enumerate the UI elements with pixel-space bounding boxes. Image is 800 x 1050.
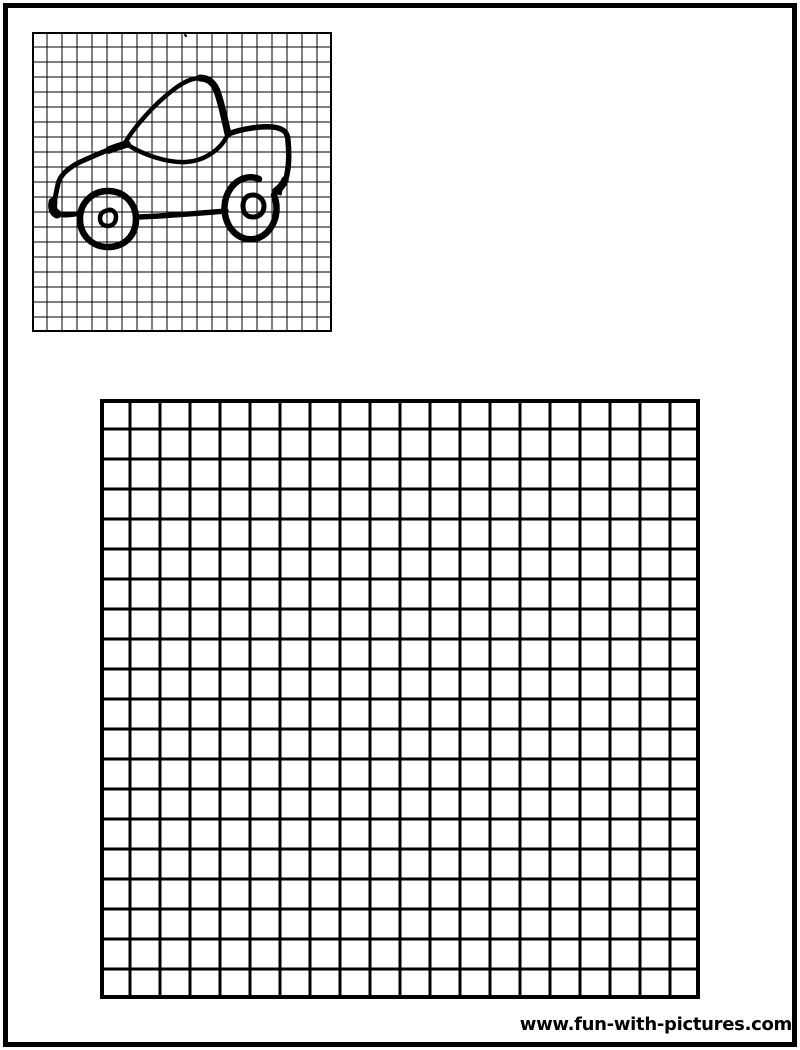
cabin-outline-stroke xyxy=(125,78,228,162)
watermark-url: www.fun-with-pictures.com xyxy=(519,1014,792,1035)
cabin-right-thick-stroke xyxy=(200,78,228,134)
practice-grid-panel xyxy=(100,399,700,999)
cartoon-car-drawing xyxy=(32,32,332,332)
underbody-line-stroke xyxy=(138,211,226,217)
practice-grid xyxy=(100,399,700,999)
rear-hub-stroke xyxy=(243,195,264,217)
front-hub-stroke xyxy=(100,210,116,226)
hood-and-front-stroke xyxy=(53,144,126,215)
reference-image-panel xyxy=(32,32,332,332)
front-wheel-stroke xyxy=(80,191,136,247)
speck-artifact-stroke xyxy=(185,35,186,36)
rear-wheel-stroke xyxy=(225,177,277,239)
bumper-tip-thick-stroke xyxy=(53,202,57,214)
